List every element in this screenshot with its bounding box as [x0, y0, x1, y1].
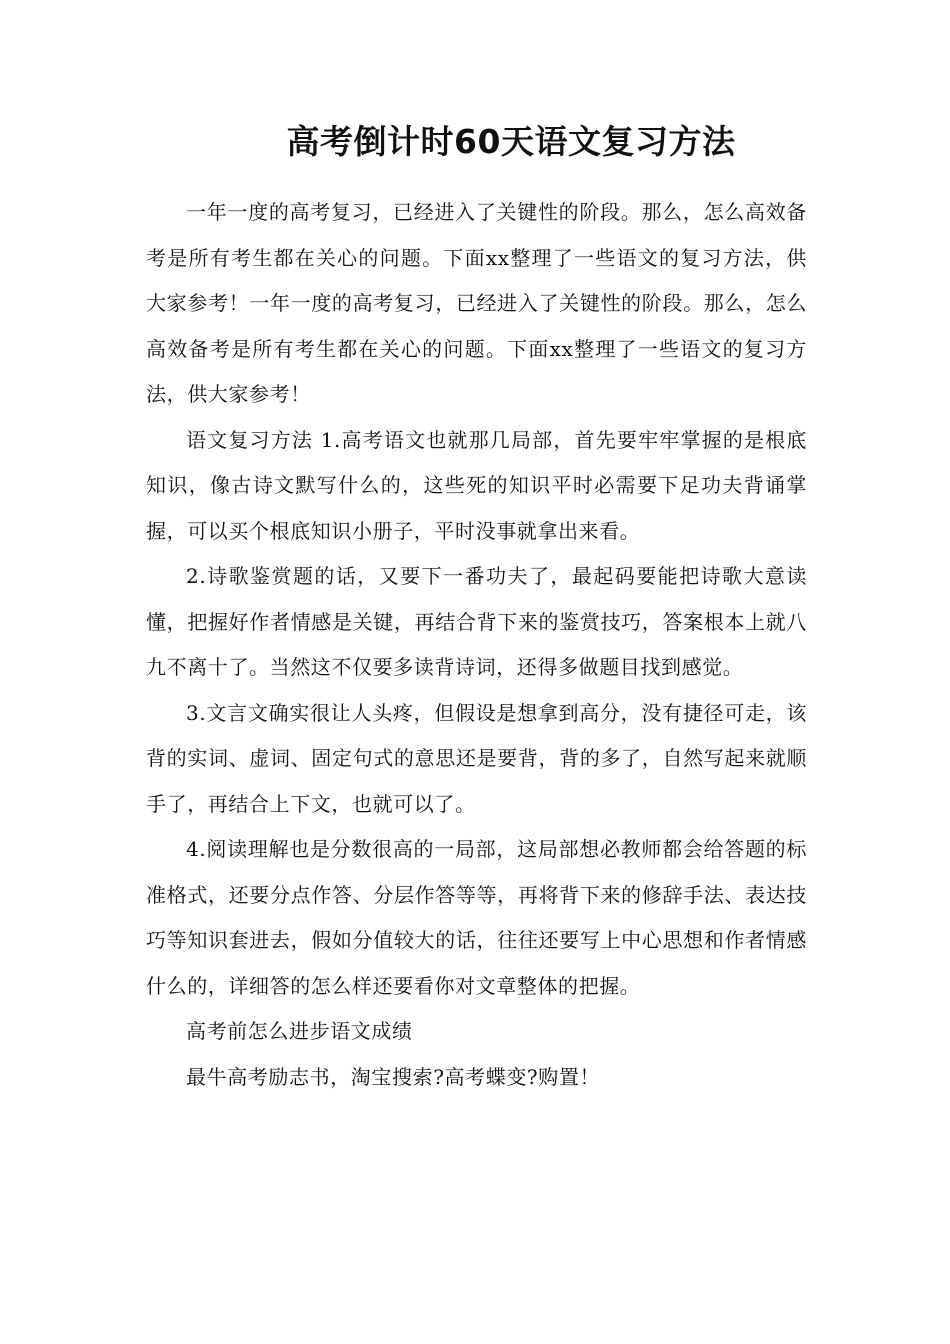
paragraph-intro: 一年一度的高考复习，已经进入了关键性的阶段。那么，怎么高效备考是所有考生都在关心的问题。下面xx整理了一些语文的复习方法，供大家参考！一年一度的高考复习，已经进入了关键性的阶段。那么，怎么高效备考是所有考生都在关心的问题。下面xx整理了一些语文的复习方法，供大家参考！ — [146, 200, 807, 406]
paragraph-method-2: 2.诗歌鉴赏题的话，又要下一番功夫了，最起码要能把诗歌大意读懂，把握好作者情感是关键，再结合背下来的鉴赏技巧，答案根本上就八九不离十了。当然这不仅要多读背诗词，还得多做题目找到感觉。 — [146, 564, 807, 679]
paragraph-method-3: 3.文言文确实很让人头疼，但假设是想拿到高分，没有捷径可走，该背的实词、虚词、固定句式的意思还是要背，背的多了，自然写起来就顺手了，再结合上下文，也就可以了。 — [146, 700, 807, 816]
paragraph-method-1: 语文复习方法 1.高考语文也就那几局部，首先要牢牢掌握的是根底知识，像古诗文默写什么的，这些死的知识平时必需要下足功夫背诵掌握，可以买个根底知识小册子，平时没事就拿出来看。 — [146, 427, 807, 543]
paragraph-subheading: 高考前怎么进步语文成绩 — [186, 1019, 413, 1043]
paragraph-closing: 最牛高考励志书，淘宝搜索?高考蝶变?购置！ — [186, 1064, 601, 1089]
document-title: 高考倒计时60天语文复习方法 — [286, 122, 736, 161]
paragraph-method-4: 4.阅读理解也是分数很高的一局部，这局部想必教师都会给答题的标准格式，还要分点作答、分层作答等等，再将背下来的修辞手法、表达技巧等知识套进去，假如分值较大的话，往往还要写上中心思想和作者情感什么的，详细答的怎么样还要看你对文章整体的把握。 — [146, 837, 807, 998]
document-body — [146, 190, 807, 1100]
